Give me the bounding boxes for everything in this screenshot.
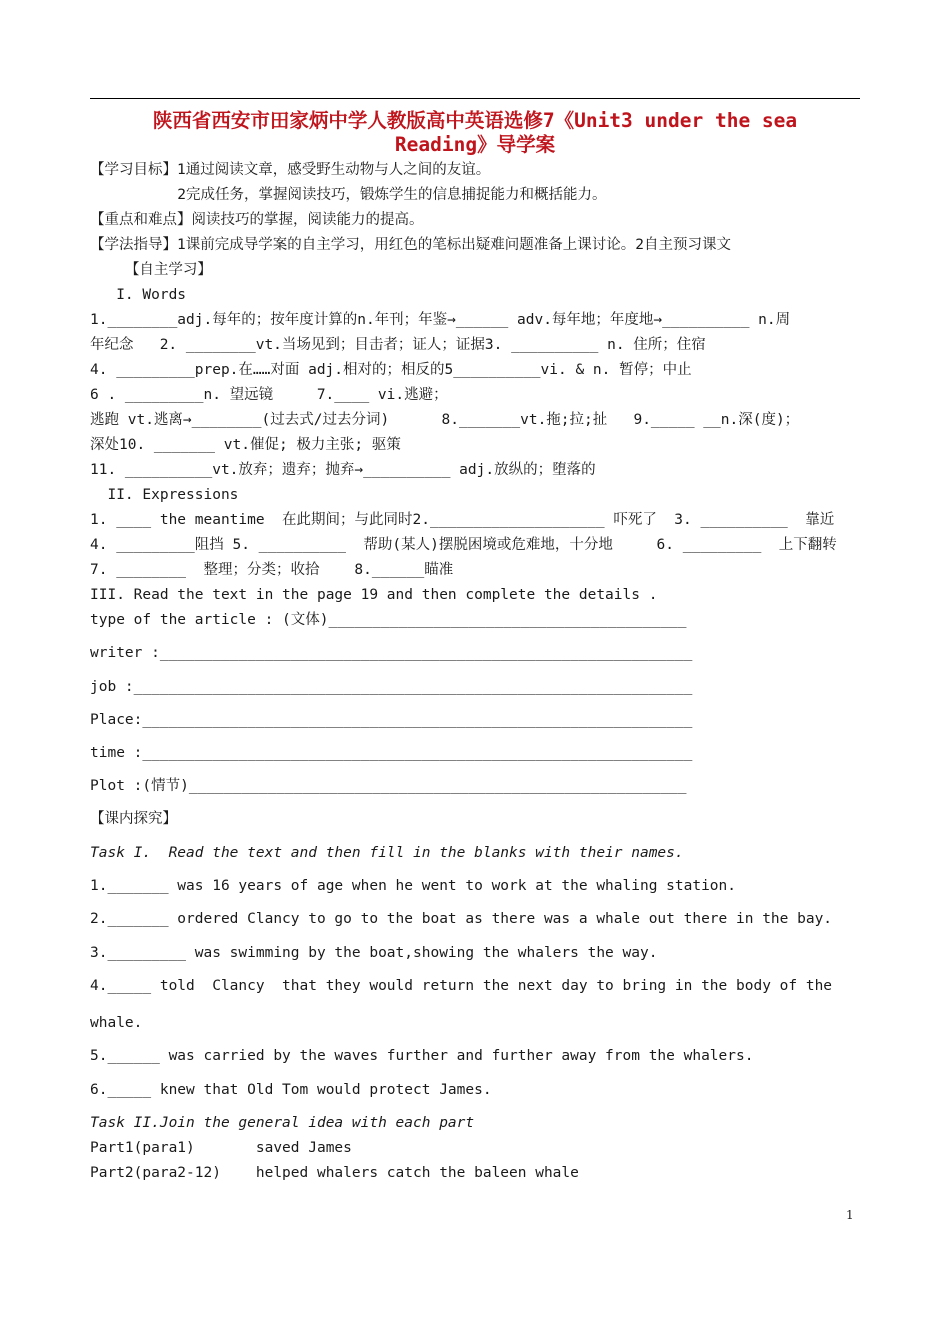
- task1-item: 5.______ was carried by the waves further and further away from the whalers.: [90, 1048, 754, 1064]
- class-inquiry-heading: 【课内探究】: [90, 811, 177, 827]
- task1-item: 4._____ told Clancy that they would return the next day to bring in the body of the: [90, 978, 833, 994]
- reading-instruction: III. Read the text in the page 19 and then complete the details .: [90, 587, 658, 603]
- words-line: 1.________adj.每年的；按年度计算的n.年刊；年鉴→______ adv.每年地；年度地→__________ n.周: [90, 312, 791, 328]
- top-rule: [90, 98, 860, 99]
- learning-goal-2: 2完成任务，掌握阅读技巧，锻炼学生的信息捕捉能力和概括能力。: [90, 187, 607, 203]
- self-study-heading: 【自主学习】: [90, 262, 212, 278]
- words-line: 深处10. _______ vt.催促; 极力主张; 驱策: [90, 437, 401, 453]
- page-number: 1: [846, 1208, 854, 1222]
- task1-item: 6._____ knew that Old Tom would protect James.: [90, 1082, 492, 1098]
- detail-field-job: job :________________________________________________________________: [90, 679, 693, 695]
- detail-field-writer: writer :_____________________________________________________________: [90, 645, 693, 661]
- task1-item: whale.: [90, 1015, 143, 1031]
- task1-heading: Task I. Read the text and then fill in the blanks with their names.: [90, 845, 684, 861]
- detail-field-type: type of the article : (文体)_________________________________________: [90, 612, 687, 628]
- words-heading: I. Words: [90, 287, 187, 303]
- learning-goal-1: 【学习目标】1通过阅读文章，感受野生动物与人之间的友谊。: [90, 162, 491, 178]
- method-guide: 【学法指导】1课前完成导学案的自主学习，用红色的笔标出疑难问题准备上课讨论。2自主预习课文: [90, 237, 731, 253]
- detail-field-plot: Plot :(情节)_________________________________________________________: [90, 778, 687, 794]
- key-points: 【重点和难点】阅读技巧的掌握，阅读能力的提高。: [90, 212, 424, 228]
- task2-row: Part1(para1) saved James: [90, 1140, 352, 1156]
- words-line: 11. __________vt.放弃；遗弃；抛弃→__________ adj.放纵的；堕落的: [90, 462, 596, 478]
- page-title-line1: 陕西省西安市田家炳中学人教版高中英语选修7《Unit3 under the sea: [152, 109, 798, 132]
- task1-item: 3._________ was swimming by the boat,showing the whalers the way.: [90, 945, 658, 961]
- expressions-heading: II. Expressions: [90, 487, 239, 503]
- words-line: 逃跑 vt.逃离→________(过去式/过去分词) 8._______vt.拖;拉;扯 9._____ __n.深(度)；: [90, 412, 800, 428]
- expressions-line: 1. ____ the meantime 在此期间；与此同时2.____________________ 吓死了 3. __________ 靠近: [90, 512, 835, 528]
- words-line: 4. _________prep.在……对面 adj.相对的；相反的5__________vi. & n. 暂停；中止: [90, 362, 692, 378]
- task1-item: 1._______ was 16 years of age when he went to work at the whaling station.: [90, 878, 737, 894]
- expressions-line: 4. _________阻挡 5. __________ 帮助(某人)摆脱困境或危难地，十分地 6. _________ 上下翻转: [90, 537, 837, 553]
- task2-row: Part2(para2-12) helped whalers catch the baleen whale: [90, 1165, 579, 1181]
- page-title-line2: Reading》导学案: [394, 133, 556, 156]
- expressions-line: 7. ________ 整理；分类；收拾 8.______瞄准: [90, 562, 454, 578]
- detail-field-place: Place:_______________________________________________________________: [90, 712, 693, 728]
- words-line: 年纪念 2. ________vt.当场见到；目击者；证人；证据3. __________ n. 住所；住宿: [90, 337, 706, 353]
- task2-heading: Task II.Join the general idea with each part: [90, 1115, 475, 1131]
- task1-item: 2._______ ordered Clancy to go to the boat as there was a whale out there in the bay.: [90, 911, 833, 927]
- detail-field-time: time :_______________________________________________________________: [90, 745, 693, 761]
- words-line: 6 . _________n. 望远镜 7.____ vi.逃避；: [90, 387, 448, 403]
